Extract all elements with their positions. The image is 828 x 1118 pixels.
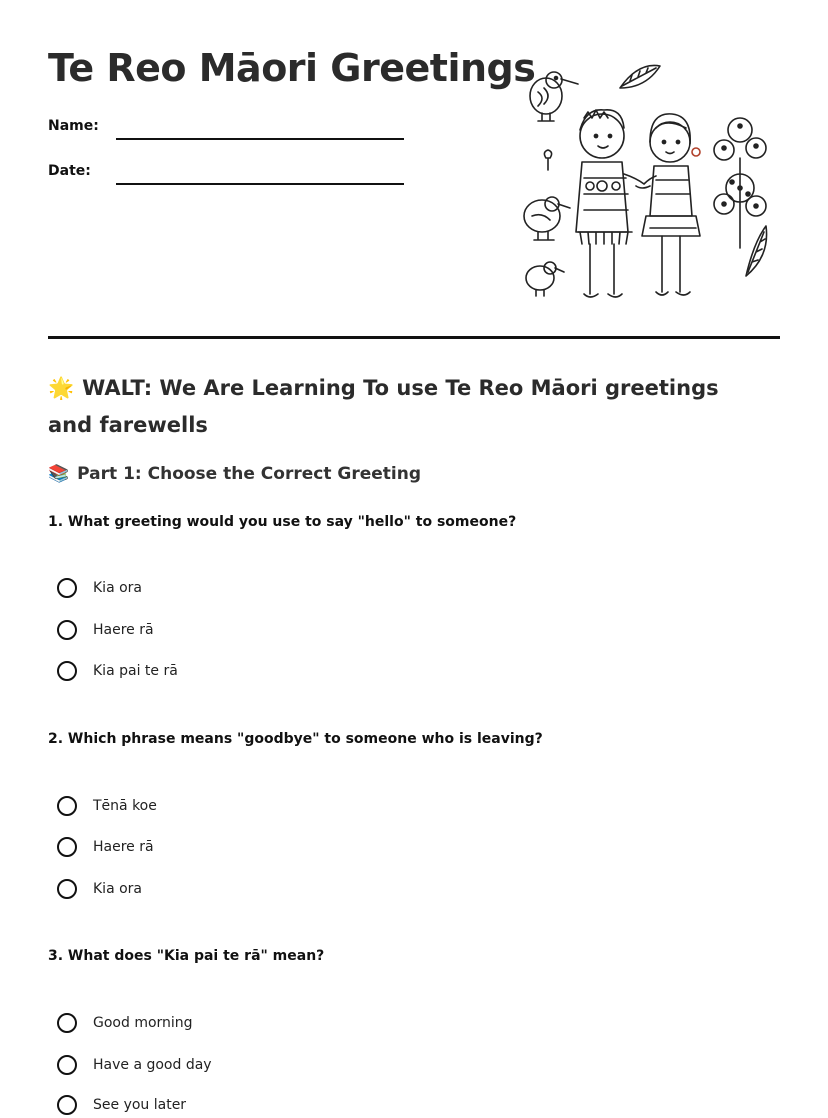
radio-button[interactable] <box>57 1095 77 1115</box>
date-field[interactable] <box>116 183 404 185</box>
option-label: Tēnā koe <box>93 798 157 814</box>
radio-button[interactable] <box>57 578 77 598</box>
option-label: Haere rā <box>93 839 154 855</box>
q1-option-2[interactable] <box>57 617 154 643</box>
worksheet-title: Te Reo Māori Greetings <box>48 46 536 90</box>
option-label: See you later <box>93 1097 187 1113</box>
boy-icon <box>576 110 632 297</box>
kiwi-bird-icon <box>530 72 578 121</box>
option-label: Good morning <box>93 1015 193 1031</box>
q3-option-2[interactable] <box>57 1052 212 1078</box>
radio-button[interactable] <box>57 1055 77 1075</box>
section-divider <box>48 336 780 339</box>
question-2: 2. Which phrase means "goodbye" to someone who is leaving? <box>48 731 543 747</box>
radio-button[interactable] <box>57 837 77 857</box>
part-1-heading <box>48 464 421 484</box>
q2-option-2[interactable] <box>57 834 154 860</box>
q2-option-1[interactable] <box>57 793 157 819</box>
girl-icon <box>642 114 700 295</box>
star-icon: 🌟 <box>48 376 75 400</box>
radio-button[interactable] <box>57 620 77 640</box>
option-label: Kia ora <box>93 881 142 897</box>
bird-icon <box>524 197 570 240</box>
option-label: Have a good day <box>93 1057 212 1073</box>
option-label: Haere rā <box>93 622 154 638</box>
date-label: Date: <box>48 163 91 179</box>
option-label: Kia ora <box>93 580 142 596</box>
name-field[interactable] <box>116 138 404 140</box>
radio-button[interactable] <box>57 661 77 681</box>
question-1: 1. What greeting would you use to say "hello" to someone? <box>48 514 517 530</box>
walt-text: WALT: We Are Learning To use Te Reo Māori greetings and farewells <box>48 376 719 437</box>
q3-option-3[interactable] <box>57 1092 186 1118</box>
part-1-title: Part 1: Choose the Correct Greeting <box>77 464 421 484</box>
q1-option-3[interactable] <box>57 658 178 684</box>
flower-icon <box>544 150 551 170</box>
radio-button[interactable] <box>57 796 77 816</box>
question-3: 3. What does "Kia pai te rā" mean? <box>48 948 325 964</box>
name-label: Name: <box>48 118 99 134</box>
option-label: Kia pai te rā <box>93 663 178 679</box>
small-kiwi-icon <box>526 262 564 296</box>
books-icon: 📚 <box>48 464 70 484</box>
q2-option-3[interactable] <box>57 876 142 902</box>
walt-heading <box>48 370 768 444</box>
leaf-icon <box>620 65 660 88</box>
children-greeting-illustration <box>518 58 774 308</box>
fern-icon <box>746 226 767 276</box>
radio-button[interactable] <box>57 1013 77 1033</box>
q3-option-1[interactable] <box>57 1010 193 1036</box>
q1-option-1[interactable] <box>57 575 142 601</box>
plant-icon <box>714 118 766 248</box>
radio-button[interactable] <box>57 879 77 899</box>
